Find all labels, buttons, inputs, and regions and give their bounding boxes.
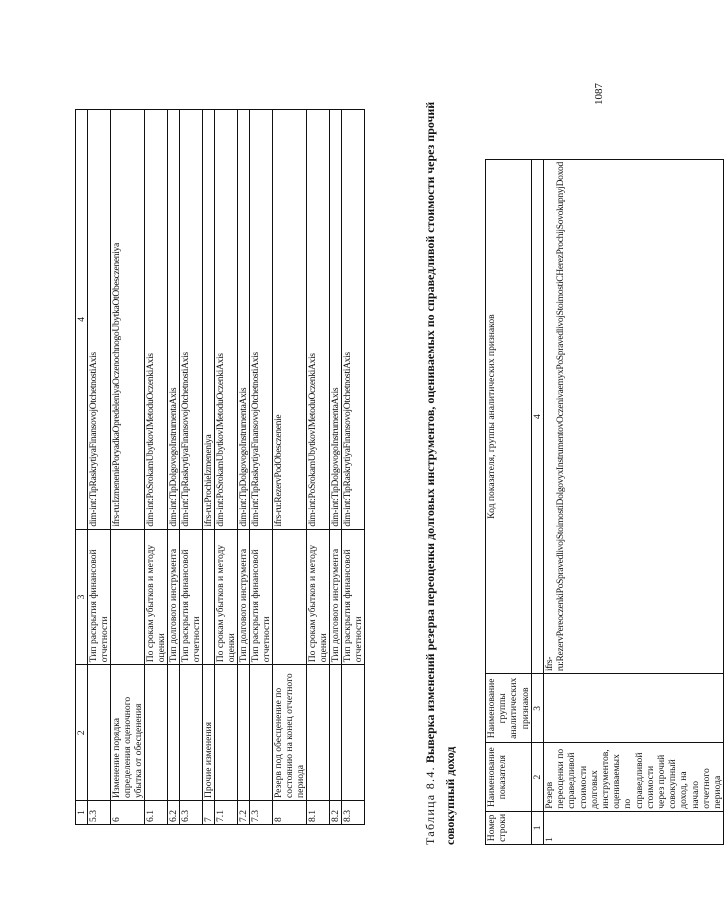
top-table-row-c3 [111, 529, 145, 665]
bottom-table-row-c4: ifrs-ru:RezervPereoczenkiPoSpravedlivojStoimostiDolgovyxInstrumentovOczenivaemyxPoSpravedlivojStoimostiCHerezProchijSovokupnyjDoxod [544, 160, 724, 674]
top-table-row [88, 110, 111, 825]
top-table-header-row [76, 110, 88, 825]
top-table-row-c1: 7.1 [215, 801, 238, 825]
bottom-table-row-c3 [544, 674, 724, 743]
bottom-table-number-row [531, 160, 543, 845]
bottom-table-row-c1: 1 [544, 811, 724, 844]
top-table-row-c3: Тип долгового инструмента [330, 529, 342, 665]
top-table-row-c3 [203, 529, 215, 665]
top-table-row [168, 110, 180, 825]
bottom-number-cell: 2 [531, 743, 543, 811]
top-table-row [238, 110, 250, 825]
top-table-row-c3: По срокам убытков и методу оценки [307, 529, 330, 665]
top-table-row-c3: Тип долгового инструмента [168, 529, 180, 665]
top-table-row-c2 [88, 665, 111, 801]
top-table-row-c2 [145, 665, 168, 801]
top-table-row-c4: ifrs-ru:ProchieIzmeneniya [203, 110, 215, 530]
bottom-header-cell: Наименование показателя [486, 743, 532, 811]
top-table-row-c1: 6 [111, 801, 145, 825]
top-header-cell: 2 [76, 665, 88, 801]
bottom-table-row-c2: Резерв переоценки по справедливой стоимости долговых инструментов, оцениваемых по справедливой стоимости через прочий совокупный доход, на начало отчетного периода [544, 743, 724, 811]
top-table-row-c3: По срокам убытков и методу оценки [145, 529, 168, 665]
top-table-row-c4: dim-int:TipDolgovogoInstrumentaAxis [330, 110, 342, 530]
top-table-row-c2 [342, 665, 365, 801]
top-table-row-c1: 6.2 [168, 801, 180, 825]
top-table-row-c4: ifrs-ru:RezervPodObesczenenie [273, 110, 307, 530]
top-table-row-c3: По срокам убытков и методу оценки [215, 529, 238, 665]
top-table-row-c2: Прочие изменения [203, 665, 215, 801]
top-table-row-c3: Тип раскрытия финансовой отчетности [250, 529, 273, 665]
bottom-header-cell: Номер строки [486, 811, 532, 844]
bottom-table [485, 159, 724, 845]
table-caption [420, 85, 460, 845]
top-table-row-c1: 5.3 [88, 801, 111, 825]
top-table-row-c4: dim-int:TipRaskrytiyaFinansovojOtchetnostiAxis [180, 110, 203, 530]
top-table-row [215, 110, 238, 825]
bottom-header-cell: Код показателя, группы аналитических признаков [486, 160, 532, 674]
top-table-row-c2: Изменение порядка определения оценочного убытка от обесценения [111, 665, 145, 801]
table-caption-title: Выверка изменений резерва переоценки долговых инструментов, оцениваемых по справедливой стоимости через прочий совокупный доход [423, 101, 457, 845]
bottom-number-cell: 1 [531, 811, 543, 844]
top-table-row-c1: 8.2 [330, 801, 342, 825]
top-table-row-c4: ifrs-ru:IzmeneniePoryadkaOpredeleniyaOczenochnogoUbytkaOtObesczeneniya [111, 110, 145, 530]
top-table-row-c2 [330, 665, 342, 801]
top-table-row-c4: dim-int:TipDolgovogoInstrumentaAxis [168, 110, 180, 530]
top-table-row-c4: dim-int:TipRaskrytiyaFinansovojOtchetnostiAxis [342, 110, 365, 530]
top-table-row-c3: Тип раскрытия финансовой отчетности [88, 529, 111, 665]
top-header-cell: 4 [76, 110, 88, 530]
top-table-row-c2 [168, 665, 180, 801]
bottom-number-cell: 3 [531, 674, 543, 743]
top-table-row [250, 110, 273, 825]
page-number: 1087 [593, 83, 605, 105]
top-table-row-c1: 7.2 [238, 801, 250, 825]
top-table [75, 109, 365, 825]
top-table-row-c3: Тип долгового инструмента [238, 529, 250, 665]
top-table-row-c4: dim-int:PoSrokamUbytkovIMetoduOczenkiAxis [307, 110, 330, 530]
top-table-row [273, 110, 307, 825]
top-table-row [307, 110, 330, 825]
top-table-row-c3: Тип раскрытия финансовой отчетности [180, 529, 203, 665]
top-table-row-c1: 7.3 [250, 801, 273, 825]
top-table-row-c1: 8 [273, 801, 307, 825]
top-table-row [180, 110, 203, 825]
top-header-cell: 1 [76, 801, 88, 825]
top-table-row-c2 [307, 665, 330, 801]
top-table-row-c3: Тип раскрытия финансовой отчетности [342, 529, 365, 665]
top-table-row [330, 110, 342, 825]
table-caption-label: Таблица 8.4. [423, 766, 437, 845]
top-table-row-c4: dim-int:TipRaskrytiyaFinansovojOtchetnostiAxis [88, 110, 111, 530]
bottom-table-row [544, 160, 724, 845]
bottom-table-body [486, 160, 724, 845]
top-table-row-c4: dim-int:PoSrokamUbytkovIMetoduOczenkiAxis [215, 110, 238, 530]
top-table-row-c1: 8.1 [307, 801, 330, 825]
bottom-number-cell: 4 [531, 160, 543, 674]
top-table-row-c1: 7 [203, 801, 215, 825]
top-table-row [111, 110, 145, 825]
top-table-row-c1: 6.3 [180, 801, 203, 825]
top-table-row-c4: dim-int:TipRaskrytiyaFinansovojOtchetnostiAxis [250, 110, 273, 530]
top-table-row [145, 110, 168, 825]
top-table-row-c4: dim-int:TipDolgovogoInstrumentaAxis [238, 110, 250, 530]
top-table-row-c1: 6.1 [145, 801, 168, 825]
bottom-table-header-row [486, 160, 532, 845]
top-table-row [203, 110, 215, 825]
top-table-row-c4: dim-int:PoSrokamUbytkovIMetoduOczenkiAxis [145, 110, 168, 530]
top-table-row-c2 [215, 665, 238, 801]
top-table-row-c3 [273, 529, 307, 665]
top-table-row [342, 110, 365, 825]
top-table-row-c2 [250, 665, 273, 801]
top-table-body [76, 110, 365, 825]
top-header-cell: 3 [76, 529, 88, 665]
top-table-row-c2 [238, 665, 250, 801]
bottom-header-cell: Наименование группы аналитических признаков [486, 674, 532, 743]
top-table-row-c2: Резерв под обесценение по состоянию на конец отчетного периода [273, 665, 307, 801]
top-table-row-c2 [180, 665, 203, 801]
top-table-row-c1: 8.3 [342, 801, 365, 825]
